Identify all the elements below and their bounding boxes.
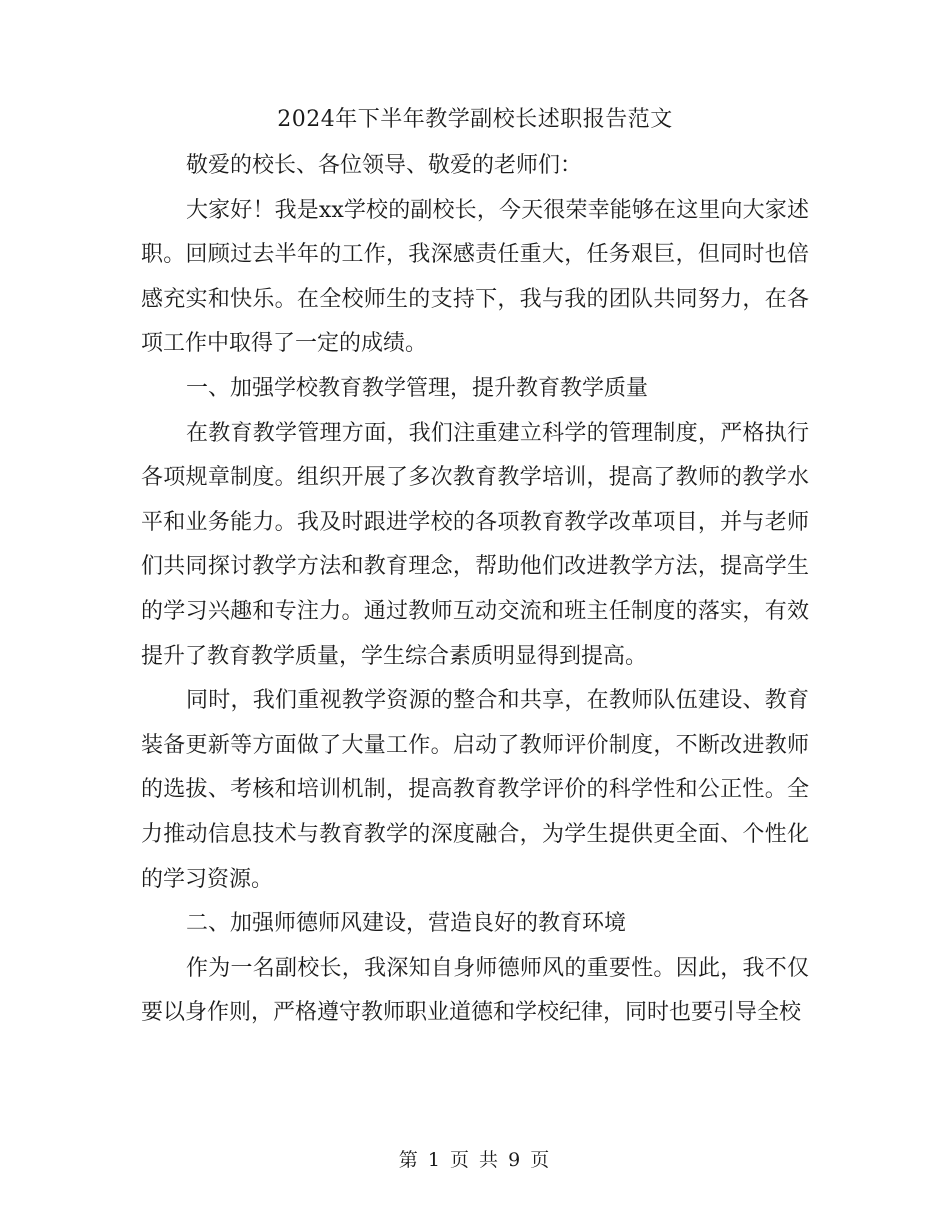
salutation-paragraph: 敬爱的校长、各位领导、敬爱的老师们：	[186, 153, 583, 178]
document-title: 2024年下半年教学副校长述职报告范文	[277, 107, 673, 132]
page-label-prefix: 第	[398, 1149, 420, 1171]
current-page-number: 1	[427, 1149, 442, 1171]
page-label-suffix: 页	[530, 1149, 552, 1171]
body-paragraph: 作为一名副校长，我深知自身师德师风的重要性。因此，我不仅要以身作则，严格遵守教师职业道德和学校纪律，同时也要引导全校	[141, 955, 809, 1026]
body-paragraph: 同时，我们重视教学资源的整合和共享，在教师队伍建设、教育装备更新等方面做了大量工作。启动了教师评价制度，不断改进教师的选拔、考核和培训机制，提高教育教学评价的科学性和公正性。全力推动信息技术与教育教学的深度融合，为学生提供更全面、个性化的学习资源。	[141, 688, 809, 892]
body-paragraph: 在教育教学管理方面，我们注重建立科学的管理制度，严格执行各项规章制度。组织开展了多次教育教学培训，提高了教师的教学水平和业务能力。我及时跟进学校的各项教育教学改革项目，并与老师们共同探讨教学方法和教育理念，帮助他们改进教学方法，提高学生的学习兴趣和专注力。通过教师互动交流和班主任制度的落实，有效提升了教育教学质量，学生综合素质明显得到提高。	[141, 420, 809, 669]
page-footer	[0, 1146, 950, 1174]
document-body	[141, 144, 809, 1036]
section-heading-2: 二、加强师德师风建设，营造良好的教育环境	[186, 911, 627, 937]
section-heading-1: 一、加强学校教育教学管理，提升教育教学质量	[186, 375, 649, 401]
intro-paragraph: 大家好！我是xx学校的副校长，今天很荣幸能够在这里向大家述职。回顾过去半年的工作，我深感责任重大，任务艰巨，但同时也倍感充实和快乐。在全校师生的支持下，我与我的团队共同努力，在各项工作中取得了一定的成绩。	[141, 197, 809, 357]
total-pages-number: 9	[508, 1149, 523, 1171]
page-label-mid: 页 共	[449, 1149, 501, 1171]
